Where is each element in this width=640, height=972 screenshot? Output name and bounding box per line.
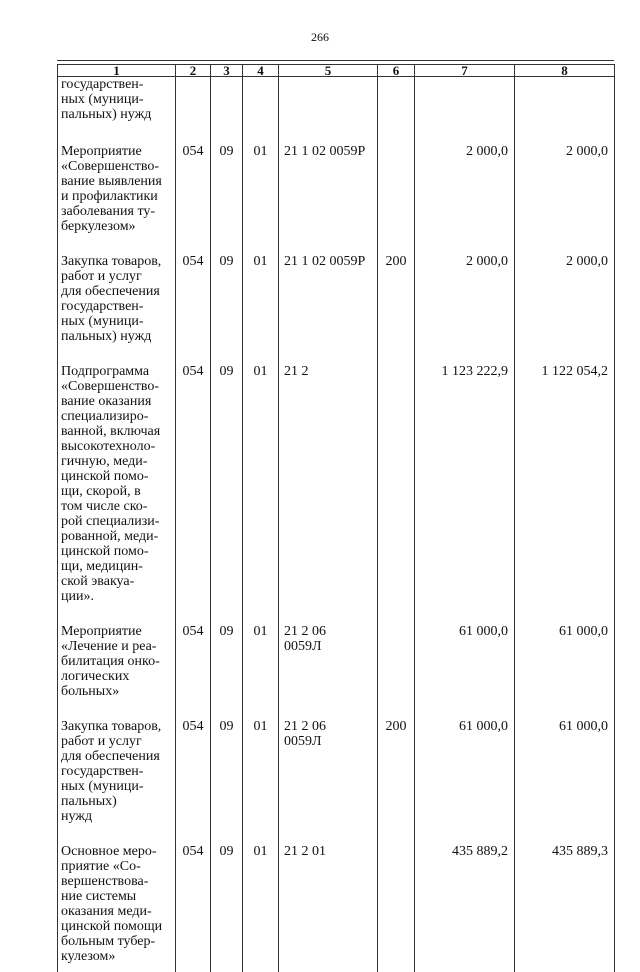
row-cell: 1 122 054,2 [515, 352, 615, 612]
row-cell: 1 123 222,9 [415, 352, 515, 612]
column-header-4: 4 [243, 65, 279, 77]
row-cell [378, 352, 415, 612]
table-row [58, 612, 615, 707]
column-header-5: 5 [279, 65, 378, 77]
row-cell [211, 77, 243, 133]
row-cell: 21 1 02 0059Р [279, 242, 378, 352]
row-description: Подпрограмма «Совершенство- вание оказания специализиро- ванной, включая высокотехноло- гичную, меди- цинской помо- щи, скорой, в том числе ско- рой специализи- рованной, меди- цинской помо- щи, медицин- ской эвакуа- ции». [58, 352, 176, 612]
top-rule [57, 60, 614, 61]
table-row [58, 77, 615, 133]
row-cell: 200 [378, 707, 415, 832]
row-cell: 61 000,0 [415, 707, 515, 832]
row-cell: 61 000,0 [515, 707, 615, 832]
row-cell: 054 [176, 242, 211, 352]
header-row [58, 65, 615, 77]
row-cell: 09 [211, 242, 243, 352]
row-cell: 01 [243, 832, 279, 972]
table-row [58, 242, 615, 352]
row-description: государствен- ных (муници- пальных) нужд [58, 77, 176, 133]
row-cell [378, 132, 415, 242]
row-cell: 054 [176, 612, 211, 707]
row-cell [176, 77, 211, 133]
table-row [58, 132, 615, 242]
budget-table [57, 64, 615, 972]
row-cell [378, 832, 415, 972]
page-number: 266 [311, 30, 329, 44]
row-cell: 2 000,0 [415, 132, 515, 242]
row-cell: 435 889,2 [415, 832, 515, 972]
row-description: Закупка товаров, работ и услуг для обеспечения государствен- ных (муници- пальных) нужд [58, 242, 176, 352]
row-cell: 054 [176, 832, 211, 972]
row-cell [415, 77, 515, 133]
column-header-8: 8 [515, 65, 615, 77]
row-cell [378, 612, 415, 707]
row-cell: 09 [211, 612, 243, 707]
row-cell: 01 [243, 612, 279, 707]
row-cell [279, 77, 378, 133]
row-cell [378, 77, 415, 133]
row-cell: 435 889,3 [515, 832, 615, 972]
column-header-2: 2 [176, 65, 211, 77]
row-cell: 09 [211, 352, 243, 612]
row-cell: 054 [176, 707, 211, 832]
row-cell: 01 [243, 132, 279, 242]
row-cell: 09 [211, 832, 243, 972]
row-cell: 2 000,0 [415, 242, 515, 352]
row-cell: 21 1 02 0059Р [279, 132, 378, 242]
row-cell: 09 [211, 132, 243, 242]
row-cell: 2 000,0 [515, 132, 615, 242]
row-cell: 01 [243, 707, 279, 832]
row-cell: 21 2 06 0059Л [279, 612, 378, 707]
row-cell: 21 2 [279, 352, 378, 612]
row-cell [243, 77, 279, 133]
column-header-7: 7 [415, 65, 515, 77]
table-row [58, 352, 615, 612]
row-description: Мероприятие «Совершенство- вание выявления и профилактики заболевания ту- беркулезом» [58, 132, 176, 242]
row-cell [515, 77, 615, 133]
row-cell: 61 000,0 [515, 612, 615, 707]
row-description: Закупка товаров, работ и услуг для обеспечения государствен- ных (муници- пальных) нужд [58, 707, 176, 832]
column-header-1: 1 [58, 65, 176, 77]
row-cell: 21 2 01 [279, 832, 378, 972]
row-cell: 21 2 06 0059Л [279, 707, 378, 832]
row-cell: 01 [243, 352, 279, 612]
row-cell: 054 [176, 132, 211, 242]
table-row [58, 707, 615, 832]
column-header-6: 6 [378, 65, 415, 77]
table-row [58, 832, 615, 972]
row-cell: 09 [211, 707, 243, 832]
row-cell: 01 [243, 242, 279, 352]
column-header-3: 3 [211, 65, 243, 77]
row-cell: 054 [176, 352, 211, 612]
row-description: Мероприятие «Лечение и реа- билитация онко- логических больных» [58, 612, 176, 707]
row-cell: 61 000,0 [415, 612, 515, 707]
row-cell: 2 000,0 [515, 242, 615, 352]
row-description: Основное меро- приятие «Со- вершенствова- ние системы оказания меди- цинской помощи больным тубер- кулезом» [58, 832, 176, 972]
row-cell: 200 [378, 242, 415, 352]
